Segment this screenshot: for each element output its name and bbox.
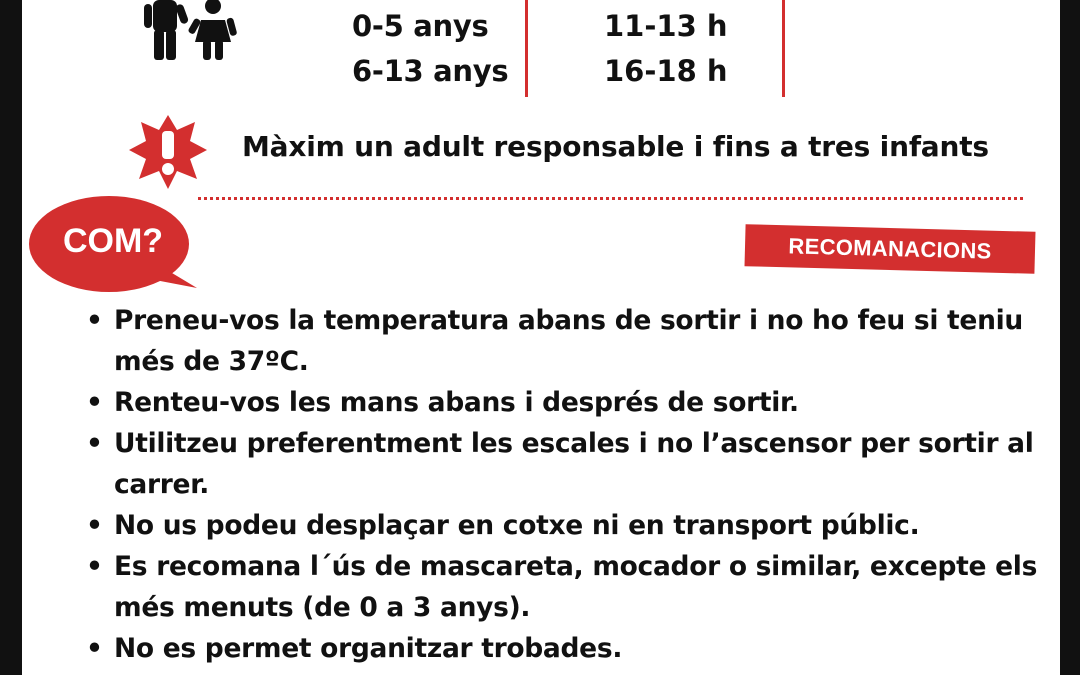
- time-range-2: 16-18 h: [604, 54, 728, 88]
- dotted-divider: [198, 197, 1023, 200]
- family-icon: [135, 0, 245, 62]
- list-item: • No es permet organitzar trobades.: [84, 628, 1044, 669]
- frame-left: [0, 0, 22, 675]
- list-item: • Preneu-vos la temperatura abans de sortir i no ho feu si teniu més de 37ºC.: [84, 300, 1044, 382]
- schedule-divider-left: [525, 0, 528, 97]
- recommendations-list: [84, 300, 1044, 669]
- schedule-divider-right: [782, 0, 785, 97]
- list-item: • Es recomana l´ús de mascareta, mocador o similar, excepte els més menuts (de 0 a 3 anys).: [84, 546, 1044, 628]
- alert-burst-icon: [128, 113, 208, 191]
- list-item: • No us podeu desplaçar en cotxe ni en transport públic.: [84, 505, 1044, 546]
- list-item: • Renteu-vos les mans abans i després de sortir.: [84, 382, 1044, 423]
- list-item: • Utilitzeu preferentment les escales i no l’ascensor per sortir al carrer.: [84, 423, 1044, 505]
- recommendations-badge: RECOMANACIONS: [745, 224, 1036, 274]
- notice-text: Màxim un adult responsable i fins a tres infants: [242, 130, 989, 163]
- time-range-1: 11-13 h: [604, 9, 728, 43]
- age-range-1: 0-5 anys: [352, 9, 489, 43]
- frame-right: [1060, 0, 1080, 675]
- com-label: COM?: [62, 222, 164, 260]
- age-range-2: 6-13 anys: [352, 54, 509, 88]
